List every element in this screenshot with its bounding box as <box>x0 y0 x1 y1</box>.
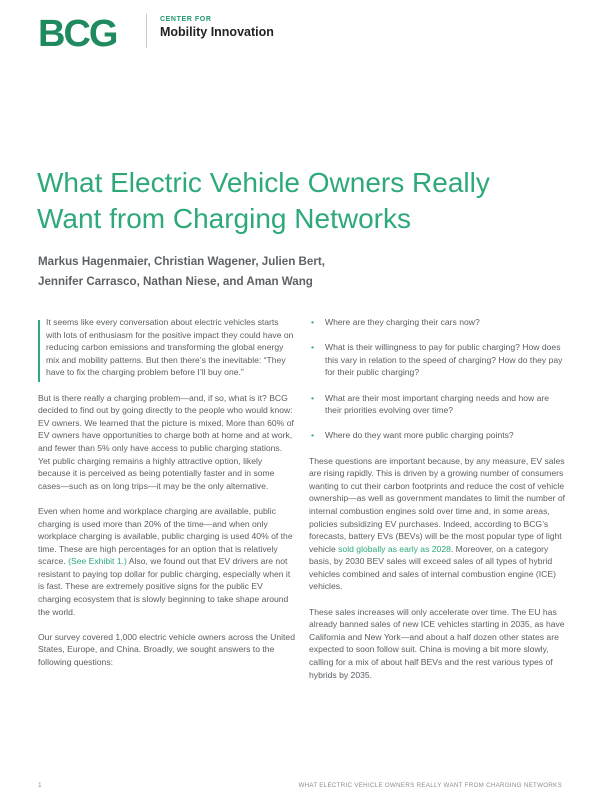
authors-line-2: Jennifer Carrasco, Nathan Niese, and Aman Wang <box>38 275 313 288</box>
paragraph-4: Our survey covered 1,000 electric vehicle owners across the United States, Europe, and China. Broadly, we sought answers to the following questions: <box>38 631 295 668</box>
page-number: 1 <box>38 782 42 789</box>
bullet-icon: • <box>311 317 315 327</box>
questions-list <box>309 316 567 442</box>
authors-line-1: Markus Hagenmaier, Christian Wagener, Julien Bert, <box>38 255 325 268</box>
authors <box>38 252 558 292</box>
header-divider <box>146 14 147 48</box>
list-item-text: Where do they want more public charging points? <box>325 430 514 441</box>
paragraph-3-text-a: Even when home and workplace charging are available, public charging is used more than 20% of the time—and when only workplace charging is available, public charging is used 40% of the time. These are high percentages for an option that is relatively scarce. <box>38 505 293 567</box>
list-item <box>309 429 567 442</box>
center-for-label: CENTER FOR <box>160 16 212 23</box>
paragraph-5 <box>309 455 567 594</box>
paragraph-3-text-b: Also, we found out that EV drivers are not resistant to paying top dollar for public charging, especially when it is fast. These are extremely positive signs for the public EV charging ecosystem that is slowly beginning to take shape around the world. <box>38 556 291 617</box>
forecast-link[interactable]: sold globally as early as 2028 <box>338 543 451 554</box>
bullet-icon: • <box>311 342 315 353</box>
center-name-label: Mobility Innovation <box>160 25 274 39</box>
list-item <box>309 341 567 379</box>
paragraph-5-text-a: These questions are important because, by any measure, EV sales are rising rapidly. This is driven by a growing number of consumers wanting to cut their carbon footprints and reduce the cost of vehicle ownership—as well as government mandates to limit the number of internal combustion engines sold over time and, in some areas, policies subsidizing EV purchases. Indeed, according to BCG’s forecasts, battery EVs (BEVs) will be the most popular type of light vehicle <box>309 455 566 554</box>
document-title: What Electric Vehicle Owners Really Want from Charging Networks <box>37 167 490 234</box>
list-item <box>309 392 567 417</box>
bullet-icon: • <box>311 392 315 403</box>
list-item <box>309 316 567 329</box>
paragraph-6: These sales increases will only accelerate over time. The EU has already banned sales of new ICE vehicles starting in 2035, as have California and New York—and about a half dozen other states are expected to soon follow suit. China is moving a bit more slowly, calling for a mix of about half BEVs and the rest various types of hybrids by 2035. <box>309 606 565 680</box>
running-title: WHAT ELECTRIC VEHICLE OWNERS REALLY WANT FROM CHARGING NETWORKS <box>298 782 562 789</box>
bcg-logo <box>38 16 134 50</box>
list-item-text: Where are they charging their cars now? <box>325 317 480 327</box>
paragraph-3 <box>38 505 296 618</box>
exhibit-link[interactable]: (See Exhibit 1.) <box>68 556 127 567</box>
paragraph-2: But is there really a charging problem—and, if so, what is it? BCG decided to find out by going directly to the people who would know: EV owners. We learned that the picture is mixed. More than 60% of EV owners have opportunities to charge both at home and at work, and fewer than 5% only have access to public charging stations. Yet public charging remains a highly attractive option, likely because it is perceived as being potentially faster and in some cases—such as on long trips—it may be the only alternative. <box>38 392 294 491</box>
left-column <box>38 316 296 681</box>
bcg-logo-text: BCG <box>38 16 117 50</box>
bullet-icon: • <box>311 430 315 441</box>
intro-paragraph: It seems like every conversation about electric vehicles starts with lots of enthusiasm for the positive impact they could have on reducing carbon emissions and transforming the global energy mix and mobility patterns. But then there’s the inevitable: “They have to fix the charging problem before I’ll buy one.” <box>46 317 294 378</box>
list-item-text: What are their most important charging needs and how are their priorities evolving over time? <box>325 392 550 416</box>
paragraph-5-text-b: . Moreover, on a category basis, by 2030 BEV sales will exceed sales of all types of hybrid vehicles combined and sales of internal combustion engine (ICE) vehicles. <box>309 543 556 592</box>
list-item-text: What is their willingness to pay for public charging? How does this vary in relation to the speed of charging? How do they pay for their public charging? <box>325 342 563 378</box>
right-column <box>309 316 567 694</box>
